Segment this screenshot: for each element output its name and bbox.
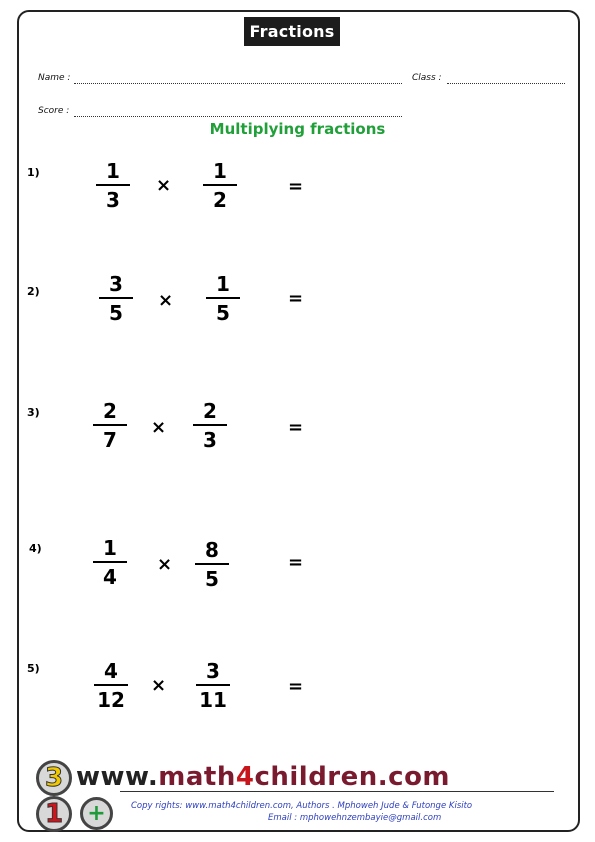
fraction-a: [99, 272, 133, 325]
score-label: Score :: [38, 106, 70, 116]
multiply-sign: ×: [156, 175, 172, 196]
denominator: 5: [216, 301, 230, 325]
fraction-bar: [99, 297, 133, 299]
brand-four: 4: [235, 762, 255, 792]
fraction-bar: [203, 184, 237, 186]
class-field-line: [447, 83, 565, 84]
denominator: 11: [199, 688, 227, 712]
numerator: 1: [213, 159, 227, 183]
fraction-a: [93, 399, 127, 452]
fraction-a: [96, 159, 130, 212]
denominator: 3: [106, 188, 120, 212]
logo-badge-three: 3: [36, 760, 72, 796]
numerator: 3: [109, 272, 123, 296]
multiply-sign: ×: [151, 675, 167, 696]
denominator: 7: [103, 428, 117, 452]
footer-divider: [120, 791, 554, 792]
numerator: 4: [104, 659, 118, 683]
denominator: 12: [97, 688, 125, 712]
fraction-a: [93, 536, 127, 589]
brand-logo-text: [76, 762, 450, 792]
numerator: 1: [103, 536, 117, 560]
multiply-sign: ×: [157, 554, 173, 575]
brand-www: www.: [76, 762, 159, 792]
worksheet-subtitle: Multiplying fractions: [209, 120, 386, 138]
fraction-bar: [96, 184, 130, 186]
fraction-bar: [196, 684, 230, 686]
problem-number: 5): [27, 662, 40, 675]
numerator: 1: [106, 159, 120, 183]
numerator: 1: [216, 272, 230, 296]
equals-sign: =: [288, 676, 304, 697]
fraction-bar: [93, 424, 127, 426]
equals-sign: =: [288, 176, 304, 197]
problem-number: 1): [27, 166, 40, 179]
fraction-bar: [93, 561, 127, 563]
fraction-b: [193, 399, 227, 452]
name-field-line: [74, 83, 402, 84]
problem-number: 2): [27, 285, 40, 298]
equals-sign: =: [288, 417, 304, 438]
fraction-b: [196, 659, 230, 712]
equals-sign: =: [288, 552, 304, 573]
brand-children: children.com: [254, 762, 451, 792]
brand-math: math: [158, 762, 236, 792]
multiply-sign: ×: [158, 290, 174, 311]
denominator: 2: [213, 188, 227, 212]
denominator: 5: [205, 567, 219, 591]
numerator: 2: [103, 399, 117, 423]
numerator: 8: [205, 538, 219, 562]
denominator: 4: [103, 565, 117, 589]
fraction-b: [203, 159, 237, 212]
equals-sign: =: [288, 288, 304, 309]
fraction-a: [94, 659, 128, 712]
class-label: Class :: [412, 73, 442, 83]
fraction-bar: [193, 424, 227, 426]
fraction-bar: [195, 563, 229, 565]
denominator: 5: [109, 301, 123, 325]
page-title: Fractions: [244, 17, 340, 46]
fraction-b: [195, 538, 229, 591]
numerator: 3: [206, 659, 220, 683]
name-label: Name :: [38, 73, 71, 83]
fraction-b: [206, 272, 240, 325]
email-text: Email : mphowehnzembayie@gmail.com: [268, 813, 442, 823]
fraction-bar: [94, 684, 128, 686]
copyright-text: Copy rights: www.math4children.com, Authors . Mphoweh Jude & Futonge Kisito: [131, 801, 473, 811]
fraction-bar: [206, 297, 240, 299]
numerator: 2: [203, 399, 217, 423]
multiply-sign: ×: [151, 417, 167, 438]
problem-number: 4): [29, 542, 42, 555]
problem-number: 3): [27, 406, 40, 419]
logo-badge-one: 1: [36, 796, 72, 832]
logo-badge-plus: +: [80, 797, 113, 830]
score-field-line: [74, 116, 402, 117]
denominator: 3: [203, 428, 217, 452]
